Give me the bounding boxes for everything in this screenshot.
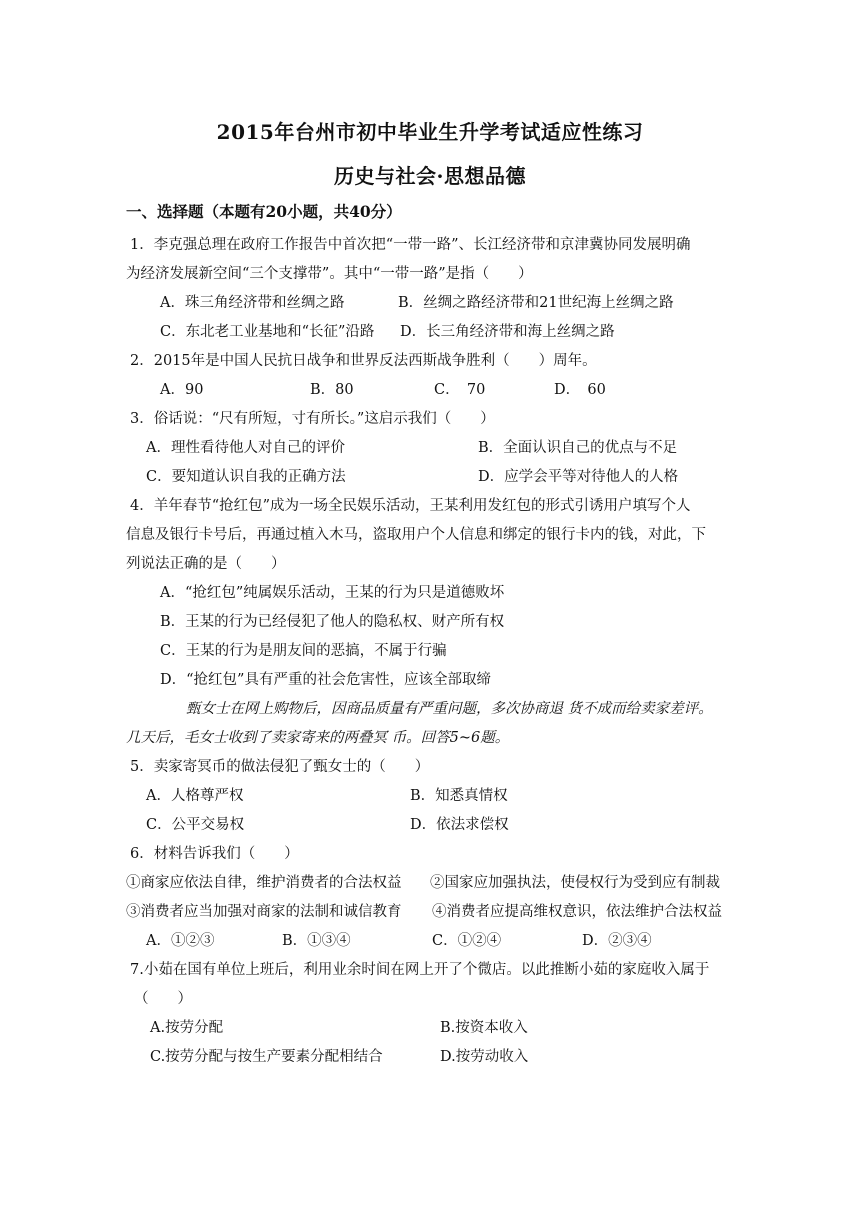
question-6-option-b: B．①③④ bbox=[282, 933, 351, 949]
question-2-option-b: B．80 bbox=[310, 382, 354, 398]
question-5-option-b: B．知悉真情权 bbox=[410, 788, 508, 804]
question-6-statement-4: ④消费者应提高维权意识，依法维护合法权益 bbox=[432, 904, 722, 920]
question-2-line-1: 2．2015年是中国人民抗日战争和世界反法西斯战争胜利（ ）周年。 bbox=[130, 353, 597, 369]
question-4-option-c: C．王某的行为是朋友间的恶搞，不属于行骗 bbox=[160, 643, 447, 659]
question-6-line-1: 6．材料告诉我们（ ） bbox=[130, 846, 299, 862]
question-7-option-c: C.按劳分配与按生产要素分配相结合 bbox=[150, 1049, 383, 1065]
question-6-option-c: C．①②④ bbox=[432, 933, 502, 949]
question-4-option-b: B．王某的行为已经侵犯了他人的隐私权、财产所有权 bbox=[160, 614, 505, 630]
question-4-option-d: D．“抢红包”具有严重的社会危害性，应该全部取缔 bbox=[160, 672, 491, 688]
question-6-statement-3: ③消费者应当加强对商家的法制和诚信教育 bbox=[126, 904, 402, 920]
question-2-option-a: A．90 bbox=[160, 382, 204, 398]
question-1-option-d: D．长三角经济带和海上丝绸之路 bbox=[400, 324, 615, 340]
question-3-option-b: B．全面认识自己的优点与不足 bbox=[478, 440, 678, 456]
question-1-line-1: 1．李克强总理在政府工作报告中首次把“一带一路”、长江经济带和京津冀协同发展明确 bbox=[130, 237, 691, 253]
question-6-option-d: D．②③④ bbox=[582, 933, 652, 949]
question-5-line-1: 5．卖家寄冥币的做法侵犯了甄女士的（ ） bbox=[130, 759, 430, 775]
question-3-option-c: C．要知道认识自我的正确方法 bbox=[146, 469, 346, 485]
question-5-option-a: A．人格尊严权 bbox=[146, 788, 244, 804]
question-2-option-c: C． 70 bbox=[434, 382, 486, 398]
question-7-line-1: 7.小茹在国有单位上班后，利用业余时间在网上开了个微店。以此推断小茹的家庭收入属于 bbox=[130, 962, 710, 978]
question-7-line-2: （ ） bbox=[134, 991, 192, 1007]
question-6-option-a: A．①②③ bbox=[146, 933, 215, 949]
question-4-line-1: 4．羊年春节“抢红包”成为一场全民娱乐活动，王某利用发红包的形式引诱用户填写个人 bbox=[130, 498, 691, 514]
question-5-option-d: D．依法求偿权 bbox=[410, 817, 509, 833]
question-1-option-b: B．丝绸之路经济带和21世纪海上丝绸之路 bbox=[398, 295, 674, 311]
question-4-option-a: A．“抢红包”纯属娱乐活动，王某的行为只是道德败坏 bbox=[160, 585, 505, 601]
exam-title: 2015年台州市初中毕业生升学考试适应性练习 bbox=[216, 120, 644, 144]
question-3-option-d: D．应学会平等对待他人的人格 bbox=[478, 469, 679, 485]
section-heading: 一、选择题（本题有20小题，共40分） bbox=[126, 202, 402, 221]
question-1-line-2: 为经济发展新空间“三个支撑带”。其中“一带一路”是指（ ） bbox=[126, 266, 533, 282]
question-2-option-d: D． 60 bbox=[554, 382, 606, 398]
exam-subtitle: 历史与社会·思想品德 bbox=[334, 164, 526, 188]
question-4-line-3: 列说法正确的是（ ） bbox=[126, 556, 286, 572]
question-4-line-2: 信息及银行卡号后，再通过植入木马，盗取用户个人信息和绑定的银行卡内的钱，对此，下 bbox=[126, 527, 706, 543]
question-5-option-c: C．公平交易权 bbox=[146, 817, 245, 833]
question-6-statement-1: ①商家应依法自律，维护消费者的合法权益 bbox=[126, 875, 402, 891]
question-6-statement-2: ②国家应加强执法，使侵权行为受到应有制裁 bbox=[430, 875, 720, 891]
question-7-option-a: A.按劳分配 bbox=[150, 1020, 224, 1036]
question-1-option-a: A．珠三角经济带和丝绸之路 bbox=[160, 295, 345, 311]
question-7-option-b: B.按资本收入 bbox=[440, 1020, 528, 1036]
material-line-1: 甄女士在网上购物后，因商品质量有严重问题，多次协商退 货不成而给卖家差评。 bbox=[186, 701, 713, 717]
question-3-line-1: 3．俗话说：“尺有所短，寸有所长。”这启示我们（ ） bbox=[130, 411, 495, 427]
material-line-2: 几天后，毛女士收到了卖家寄来的两叠冥 币。回答5~6题。 bbox=[126, 730, 510, 746]
question-1-option-c: C．东北老工业基地和“长征”沿路 bbox=[160, 324, 375, 340]
question-3-option-a: A．理性看待他人对自己的评价 bbox=[146, 440, 345, 456]
question-7-option-d: D.按劳动收入 bbox=[440, 1049, 529, 1065]
